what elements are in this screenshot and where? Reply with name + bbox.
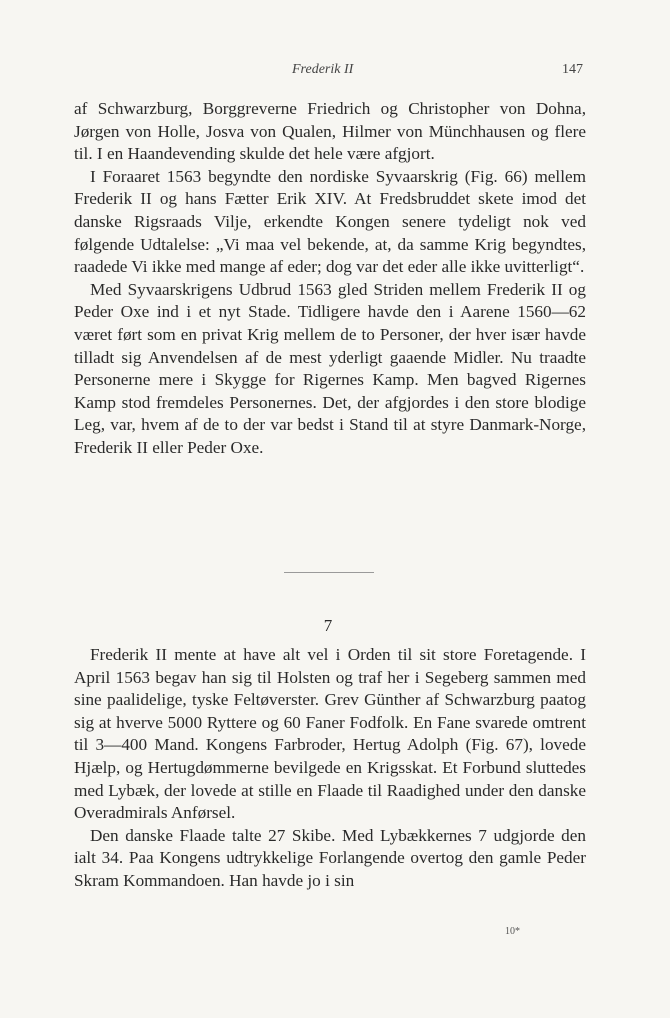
running-header — [0, 62, 670, 82]
paragraph: Med Syvaarskrigens Udbrud 1563 gled Striden mellem Frederik II og Peder Oxe ind i et nyt Stade. Tidligere havde den i Aarene 1560—62 været ført som en privat Krig mellem de to Personer, der hver især havde tilladt sig Anvendelsen af de mest yderligt gaaende Midler. Nu traadte Personerne mere i Skygge for Rigernes Kamp. Men bagved Rigernes Kamp stod fremdeles Personernes. Det, der afgjordes i den store blodige Leg, var, hvem af de to der var bedst i Stand til at styre Danmark-Norge, Frederik II eller Peder Oxe. — [74, 279, 586, 457]
printer-signature: 10* — [505, 926, 520, 937]
page-number: 147 — [562, 62, 583, 77]
running-title: Frederik II — [292, 62, 354, 77]
section-divider — [284, 572, 374, 573]
paragraph: I Foraaret 1563 begyndte den nordiske Syvaarskrig (Fig. 66) mellem Frederik II og hans Fætter Erik XIV. At Fredsbruddet skete imod det danske Rigsraads Vilje, erkendte Kongen senere tydeligt nok ved følgende Udtalelse: „Vi maa vel bekende, at, da samme Krig begyndtes, raadede Vi ikke med mange af eder; dog var det eder alle ikke uvitterligt“. — [74, 166, 586, 277]
section-number: 7 — [323, 616, 333, 635]
paragraph: Frederik II mente at have alt vel i Orden til sit store Foretagende. I April 1563 begav han sig til Holsten og traf her i Segeberg sammen med sine paalidelige, tyske Feltøverster. Grev Günther af Schwarzburg paatog sig at hverve 5000 Ryttere og 60 Faner Fodfolk. En Fane svarede omtrent til 3—400 Mand. Kongens Farbroder, Hertug Adolph (Fig. 67), lovede Hjælp, og Hertugdømmerne bevilgede en Krigsskat. Et Forbund sluttedes med Lybæk, der lovede at stille en Flaade til Raadighed under den danske Overadmirals Anførsel. — [74, 645, 586, 823]
paragraph: Den danske Flaade talte 27 Skibe. Med Lybækkernes 7 udgjorde den ialt 34. Paa Kongens udtrykkelige Forlangende overtog den gamle Peder Skram Kommandoen. Han havde jo i sin — [74, 825, 586, 890]
text-block-upper — [74, 98, 586, 460]
text-block-lower — [74, 644, 586, 893]
paragraph: af Schwarzburg, Borggreverne Friedrich og Christopher von Dohna, Jørgen von Holle, Josva von Qualen, Hilmer von Münchhausen og flere til. I en Haandevending skulde det hele være afgjort. — [74, 99, 586, 164]
